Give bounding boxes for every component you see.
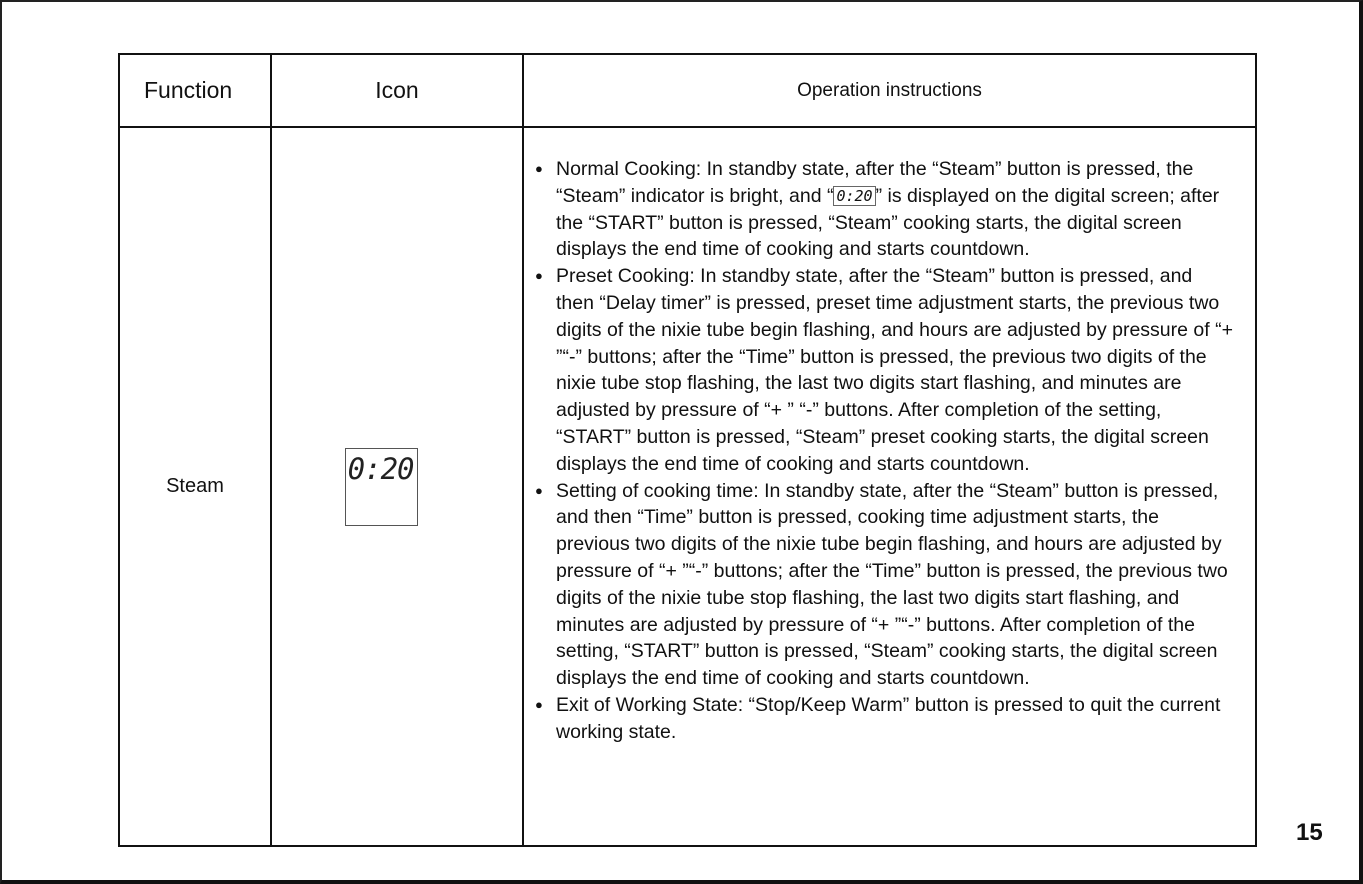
bullet-icon: ●: [535, 268, 543, 284]
bullet-icon: ●: [535, 696, 543, 712]
table-header-row: [119, 54, 1256, 127]
instruction-exit-working-state: [534, 692, 1235, 746]
function-table: [118, 53, 1257, 847]
icon-cell: [271, 127, 523, 846]
page-number: 15: [1296, 819, 1323, 846]
function-name: Steam: [119, 127, 271, 846]
lcd-display-icon: [345, 448, 418, 526]
instruction-setting-cooking-time: [534, 478, 1235, 692]
instruction-preset-cooking: [534, 263, 1235, 477]
header-icon: Icon: [271, 54, 523, 127]
operation-instructions-cell: [523, 127, 1256, 846]
instruction-text: Setting of cooking time: In standby state, after the “Steam” button is pressed, and then “Time” button is pressed, cooking time adjustment starts, the previous two digits of the nixie tube begin flashing, and hours are adjusted by pressure of “+ ”“-” buttons; after the “Time” button is pressed, the previous two digits of the nixie tube stop flashing, the last two digits start flashing, and minutes are adjusted by pressure of “+ ”“-” buttons. After completion of the setting, “START” button is pressed, “Steam” cooking starts, the digital screen displays the end time of cooking and starts countdown.: [556, 479, 1228, 690]
bullet-icon: ●: [535, 161, 543, 176]
header-operation-instructions: Operation instructions: [523, 54, 1256, 127]
instruction-list: [534, 156, 1235, 746]
bullet-icon: ●: [535, 482, 543, 498]
instruction-text: ” is displayed on the digital screen; after the “START” button is pressed, “Steam” cooking starts, the digital screen displays the end time of cooking and starts countdown.: [556, 184, 1220, 261]
instruction-text: Exit of Working State: “Stop/Keep Warm” button is pressed to quit the current working state.: [556, 693, 1221, 743]
instruction-normal-cooking: [534, 156, 1235, 263]
lcd-display-value: 0:20: [347, 451, 414, 486]
header-function: Function: [119, 54, 271, 127]
table-row: [119, 127, 1256, 846]
instruction-text: Preset Cooking: In standby state, after the “Steam” button is pressed, and then “Delay timer” is pressed, preset time adjustment starts, the previous two digits of the nixie tube begin flashing, and hours are adjusted by pressure of “+ ”“-” buttons; after the “Time” button is pressed, the previous two digits of the nixie tube stop flashing, the last two digits start flashing, and minutes are adjusted by pressure of “+ ” “-” buttons. After completion of the setting, “START” button is pressed, “Steam” preset cooking starts, the digital screen displays the end time of cooking and starts countdown.: [556, 265, 1233, 475]
instruction-text: Normal Cooking: In standby state, after the “Steam” button is pressed, the “Steam” indicator is bright, and “: [556, 158, 1194, 207]
inline-lcd-display: 0:20: [833, 186, 875, 206]
